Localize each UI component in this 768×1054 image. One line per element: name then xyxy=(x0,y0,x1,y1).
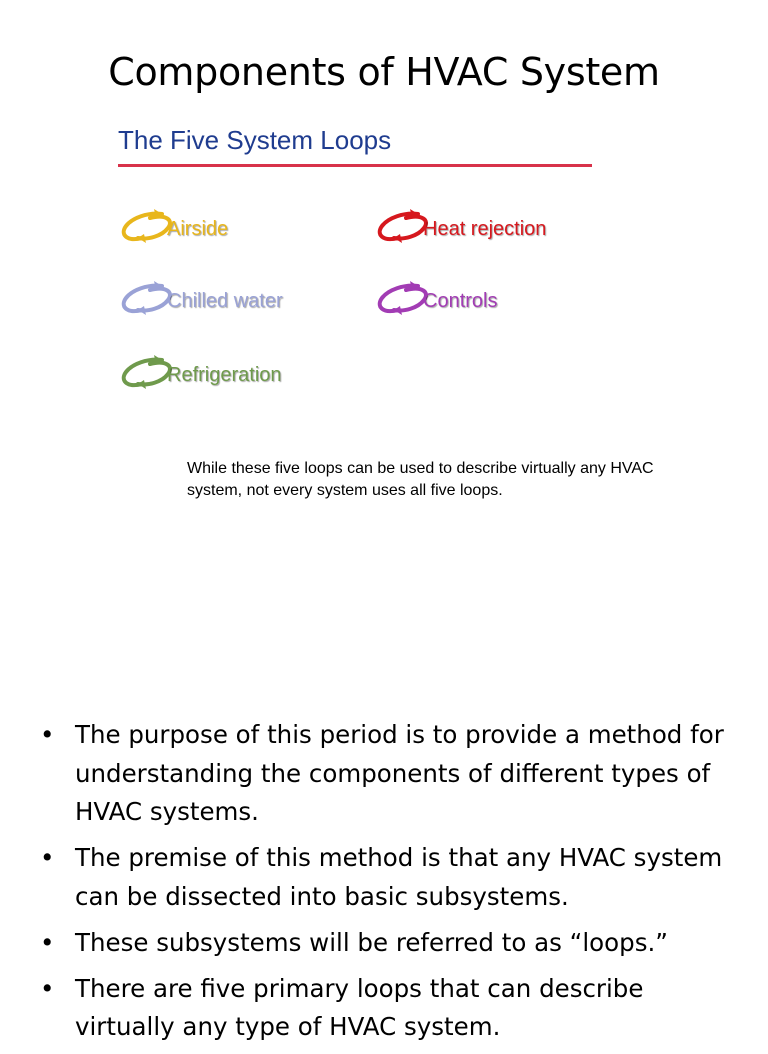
figure-caption: While these five loops can be used to describe virtually any HVAC system, not every system uses all five loops. xyxy=(187,460,654,499)
bullet-text: There are five primary loops that can describe virtually any type of HVAC system. xyxy=(75,973,644,1041)
heading-rule xyxy=(118,164,592,167)
loop-label: Controls xyxy=(423,290,498,312)
bullet-list xyxy=(40,716,730,1054)
bullet-marker: • xyxy=(40,720,55,749)
bullet-item xyxy=(40,970,730,1047)
bullet-text: These subsystems will be referred to as “loops.” xyxy=(75,927,668,957)
loop-label: Airside xyxy=(167,218,229,240)
bullet-marker: • xyxy=(40,973,55,1003)
bullet-item xyxy=(40,924,730,963)
loop-label: Chilled water xyxy=(167,290,283,312)
five-loops-figure xyxy=(108,118,708,538)
slide-title: Components of HVAC System xyxy=(108,50,660,94)
bullet-text: The purpose of this period is to provide a method for understanding the components of different types of HVAC systems. xyxy=(75,720,724,826)
bullet-item xyxy=(40,839,730,916)
bullet-marker: • xyxy=(40,843,55,872)
figure-heading: The Five System Loops xyxy=(118,125,392,155)
loop-label: Refrigeration xyxy=(167,364,282,386)
bullet-marker: • xyxy=(40,927,55,957)
bullet-item xyxy=(40,716,730,832)
bullet-text: The premise of this method is that any HVAC system can be dissected into basic subsystems. xyxy=(75,843,723,911)
loop-label: Heat rejection xyxy=(423,218,547,240)
